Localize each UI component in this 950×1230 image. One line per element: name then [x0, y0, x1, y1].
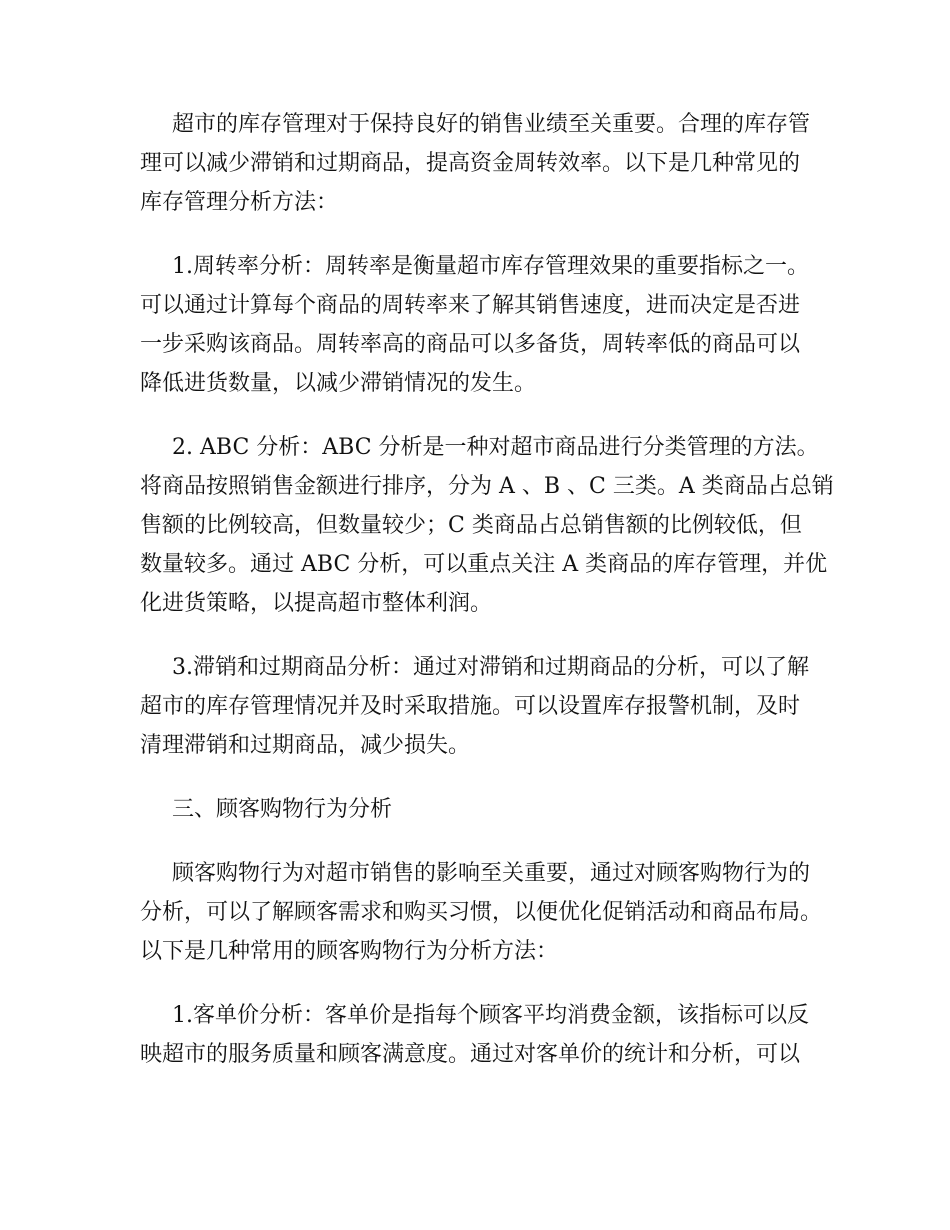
paragraph-line: 分析，可以了解顾客需求和购买习惯，以便优化促销活动和商品布局。 [140, 900, 823, 925]
paragraph-line: 数量较多。通过 ABC 分析，可以重点关注 A 类商品的库存管理，并优 [140, 552, 828, 577]
paragraph-line: 库存管理分析方法： [140, 190, 339, 215]
paragraph-line: 理可以减少滞销和过期商品，提高资金周转效率。以下是几种常见的 [140, 151, 801, 176]
paragraph-line: 2. ABC 分析：ABC 分析是一种对超市商品进行分类管理的方法。 [172, 435, 819, 460]
paragraph-line: 1.周转率分析：周转率是衡量超市库存管理效果的重要指标之一。 [172, 254, 809, 279]
paragraph-line: 超市的库存管理对于保持良好的销售业绩至关重要。合理的库存管 [172, 112, 811, 137]
paragraph-line: 可以通过计算每个商品的周转率来了解其销售速度，进而决定是否进 [140, 293, 801, 318]
paragraph-line: 化进货策略，以提高超市整体利润。 [140, 591, 493, 616]
paragraph-line: 映超市的服务质量和顾客满意度。通过对客单价的统计和分析，可以 [140, 1042, 801, 1067]
paragraph-line: 以下是几种常用的顾客购物行为分析方法： [140, 939, 559, 964]
section-heading: 三、顾客购物行为分析 [172, 797, 393, 822]
paragraph-line: 一步采购该商品。周转率高的商品可以多备货，周转率低的商品可以 [140, 332, 801, 357]
paragraph-line: 降低进货数量，以减少滞销情况的发生。 [140, 371, 537, 396]
paragraph-line: 3.滞销和过期商品分析：通过对滞销和过期商品的分析，可以了解 [172, 655, 809, 680]
paragraph-line: 将商品按照销售金额进行排序，分为 A 、B 、C 三类。A 类商品占总销 [140, 474, 834, 499]
paragraph-line: 顾客购物行为对超市销售的影响至关重要，通过对顾客购物行为的 [172, 861, 811, 886]
paragraph-line: 1.客单价分析：客单价是指每个顾客平均消费金额，该指标可以反 [172, 1003, 809, 1028]
paragraph-line: 售额的比例较高，但数量较少；C 类商品占总销售额的比例较低，但 [140, 513, 802, 538]
paragraph-line: 超市的库存管理情况并及时采取措施。可以设置库存报警机制，及时 [140, 694, 801, 719]
paragraph-line: 清理滞销和过期商品，减少损失。 [140, 733, 471, 758]
